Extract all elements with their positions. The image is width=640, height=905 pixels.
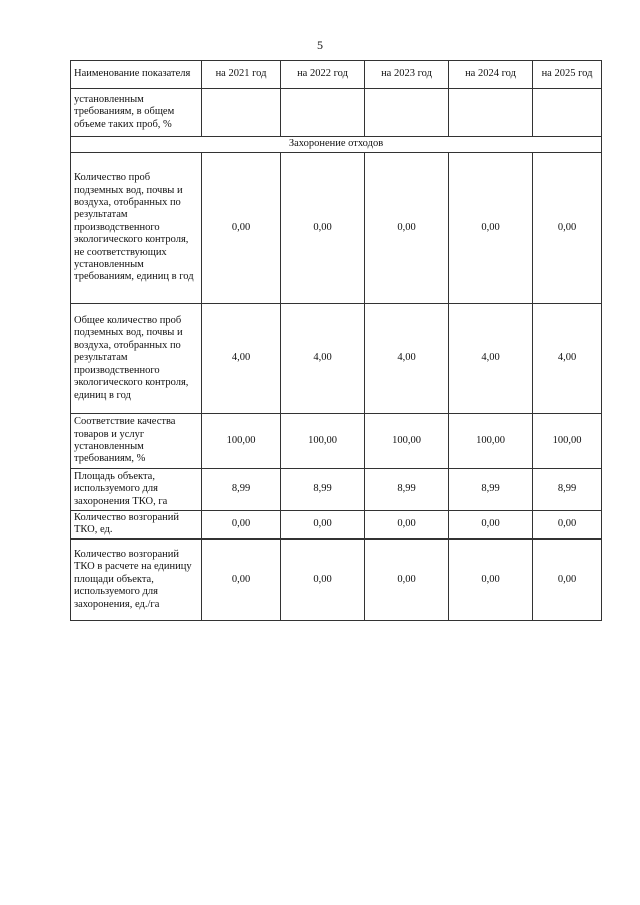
value-cell: 4,00 xyxy=(365,304,449,414)
value-cell: 100,00 xyxy=(365,414,449,469)
table-row xyxy=(71,469,602,511)
table-header-row xyxy=(71,61,602,89)
value-cell: 4,00 xyxy=(202,304,281,414)
value-cell: 0,00 xyxy=(533,153,602,304)
value-cell: 8,99 xyxy=(202,469,281,511)
table-row xyxy=(71,511,602,539)
empty-cell xyxy=(202,89,281,137)
value-cell: 4,00 xyxy=(281,304,365,414)
row-name-cell: Количество возгораний ТКО, ед. xyxy=(71,511,202,539)
table-row xyxy=(71,89,602,137)
row-name-cell: Количество проб подземных вод, почвы и воздуха, отобранных по результатам производственного экологического контроля, не соответствующих установленным требованиям, единиц в год xyxy=(71,153,202,304)
value-cell: 0,00 xyxy=(533,539,602,621)
value-cell: 100,00 xyxy=(449,414,533,469)
value-cell: 0,00 xyxy=(365,153,449,304)
empty-cell xyxy=(281,89,365,137)
empty-cell xyxy=(533,89,602,137)
value-cell: 4,00 xyxy=(449,304,533,414)
value-cell: 100,00 xyxy=(533,414,602,469)
row-name-cell: Количество возгораний ТКО в расчете на единицу площади объекта, используемого для захоронения, ед./га xyxy=(71,539,202,621)
table-row xyxy=(71,304,602,414)
value-cell: 0,00 xyxy=(449,511,533,539)
value-cell: 0,00 xyxy=(365,511,449,539)
header-year-cell: на 2021 год xyxy=(202,61,281,89)
value-cell: 8,99 xyxy=(533,469,602,511)
value-cell: 8,99 xyxy=(449,469,533,511)
section-row xyxy=(71,137,602,153)
header-year-cell: на 2023 год xyxy=(365,61,449,89)
header-year-cell: на 2025 год xyxy=(533,61,602,89)
row-name-cell: Соответствие качества товаров и услуг установленным требованиям, % xyxy=(71,414,202,469)
value-cell: 0,00 xyxy=(365,539,449,621)
table-row xyxy=(71,539,602,621)
empty-cell xyxy=(365,89,449,137)
empty-cell xyxy=(449,89,533,137)
value-cell: 0,00 xyxy=(281,539,365,621)
value-cell: 0,00 xyxy=(281,153,365,304)
table-row xyxy=(71,414,602,469)
indicators-table xyxy=(70,60,602,621)
value-cell: 100,00 xyxy=(202,414,281,469)
value-cell: 0,00 xyxy=(202,539,281,621)
value-cell: 0,00 xyxy=(202,153,281,304)
value-cell: 0,00 xyxy=(449,153,533,304)
section-title: Захоронение отходов xyxy=(71,137,602,153)
value-cell: 0,00 xyxy=(533,511,602,539)
header-year-cell: на 2024 год xyxy=(449,61,533,89)
row-name-cell: установленным требованиям, в общем объеме таких проб, % xyxy=(71,89,202,137)
value-cell: 0,00 xyxy=(281,511,365,539)
row-name-cell: Общее количество проб подземных вод, почвы и воздуха, отобранных по результатам производственного экологического контроля, единиц в год xyxy=(71,304,202,414)
page-number: 5 xyxy=(317,38,323,52)
value-cell: 8,99 xyxy=(281,469,365,511)
value-cell: 4,00 xyxy=(533,304,602,414)
value-cell: 0,00 xyxy=(449,539,533,621)
value-cell: 100,00 xyxy=(281,414,365,469)
value-cell: 0,00 xyxy=(202,511,281,539)
table-row xyxy=(71,153,602,304)
row-name-cell: Площадь объекта, используемого для захоронения ТКО, га xyxy=(71,469,202,511)
header-name-cell: Наименование показателя xyxy=(71,61,202,89)
value-cell: 8,99 xyxy=(365,469,449,511)
header-year-cell: на 2022 год xyxy=(281,61,365,89)
